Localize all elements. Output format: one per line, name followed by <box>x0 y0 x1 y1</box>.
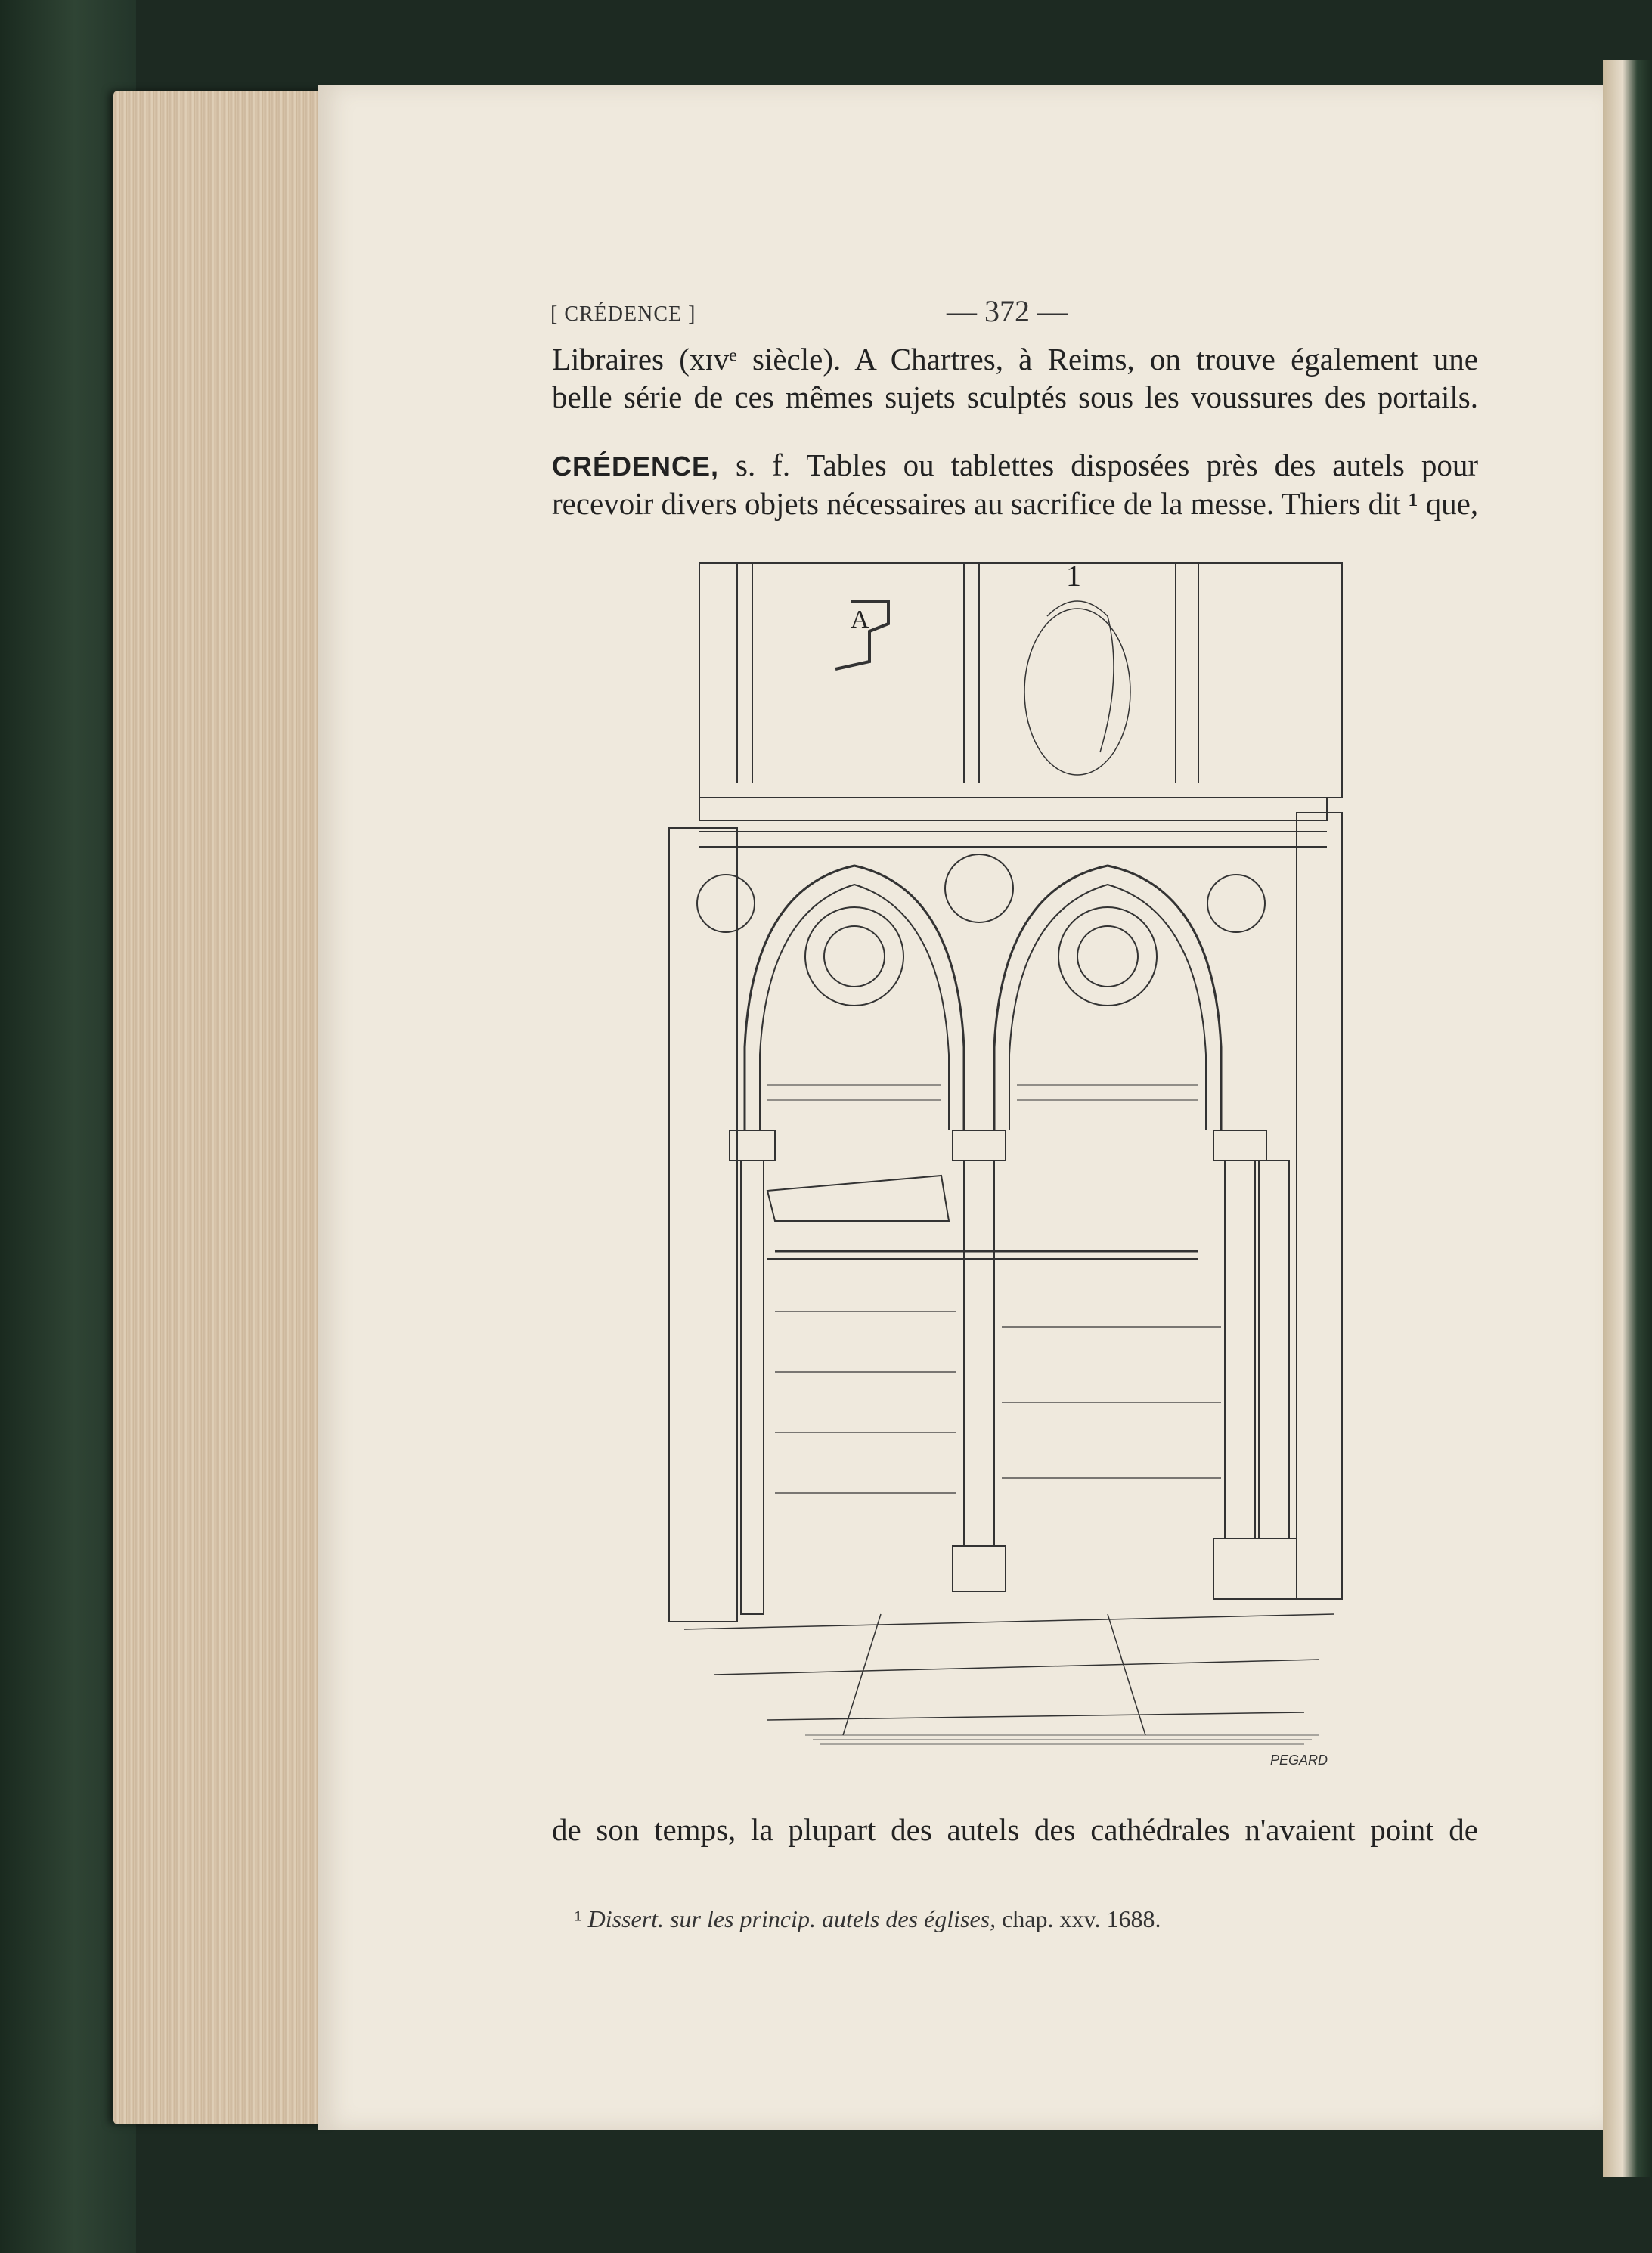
engraver-signature: PEGARD <box>1270 1753 1328 1768</box>
binding-edge <box>1603 60 1652 2177</box>
footnote-marker: ¹ <box>575 1905 582 1932</box>
page-edges <box>113 91 333 2124</box>
text-after-figure: de son temps, la plupart des autels des cathédrales n'avaient point de <box>552 1812 1478 1847</box>
footnote-title: Dissert. sur les princip. autels des églises, <box>587 1905 996 1932</box>
footnote-reference: chap. xxv. 1688. <box>996 1905 1161 1932</box>
credence-engraving <box>654 556 1361 1769</box>
text-line-2: belle série de ces mêmes sujets sculptés sous les voussures des portails. <box>552 380 1478 414</box>
page-number: — 372 — <box>947 294 1068 328</box>
entry-line-2: recevoir divers objets nécessaires au sacrifice de la messe. Thiers dit ¹ que, <box>552 486 1479 521</box>
entry-definition-start: s. f. Tables ou tablettes disposées près des autels pour <box>719 448 1478 482</box>
running-header: [ CRÉDENCE ] <box>550 302 696 326</box>
footnote <box>575 1905 1161 1933</box>
figure-letter: A <box>851 606 869 634</box>
figure-number: 1 <box>1066 559 1081 593</box>
text-line-1: Libraires (xɪvᵉ siècle). A Chartres, à Reims, on trouve également une <box>552 342 1478 377</box>
entry-headword: CRÉDENCE, <box>552 451 720 482</box>
